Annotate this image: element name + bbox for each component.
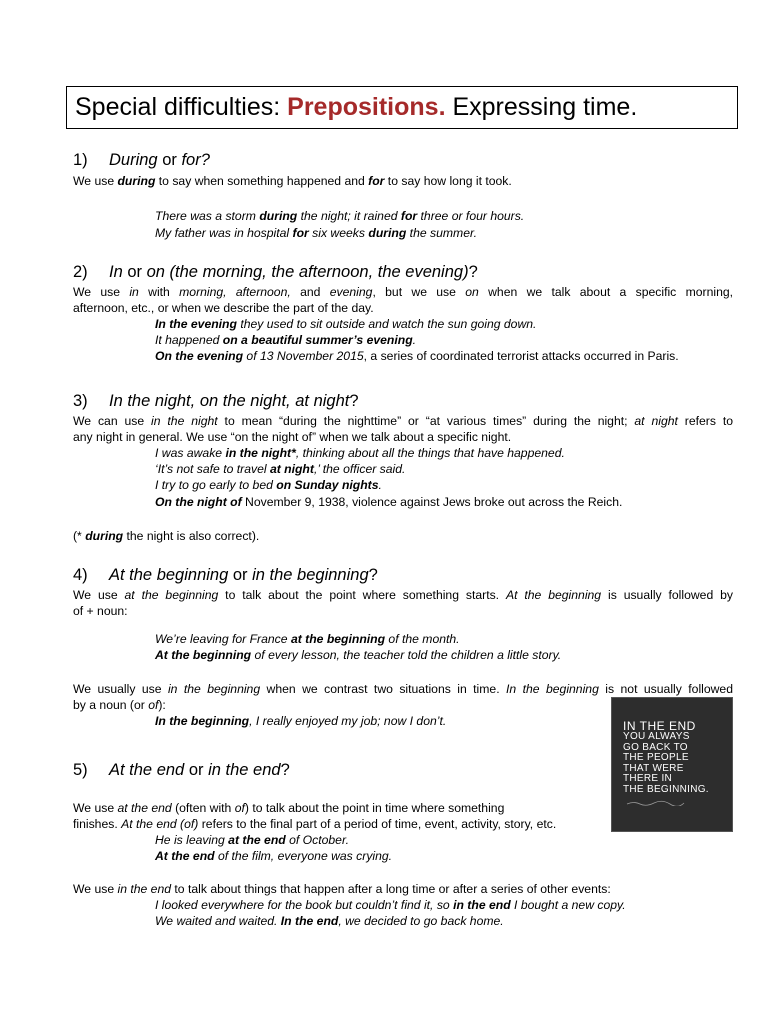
title-prefix: Special difficulties:	[75, 93, 288, 121]
section-3-text-line-2: any night in general. We use “on the night of” when we talk about a specific night.	[73, 430, 512, 444]
section-3-heading: 3) In the night, on the night, at night?	[73, 392, 359, 410]
section-4-text-line-1: We use at the beginning to talk about the point where something starts. At the beginning is usually followed by	[73, 588, 734, 602]
section-3-example-3: I try to go early to bed on Sunday nights.	[155, 478, 382, 492]
quote-poster-image	[611, 697, 733, 832]
section-1-heading: 1) During or for?	[73, 151, 210, 169]
section-2-text-line-2: afternoon, etc., or when we describe the part of the day.	[73, 301, 374, 315]
section-4-example-3: In the beginning, I really enjoyed my job; now I don’t.	[155, 714, 447, 728]
section-1-text: We use during to say when something happened and for to say how long it took.	[73, 174, 512, 188]
title-suffix: Expressing time.	[445, 93, 638, 121]
section-4-heading: 4) At the beginning or in the beginning?	[73, 566, 378, 584]
section-1-example-1: There was a storm during the night; it rained for three or four hours.	[155, 209, 525, 223]
section-4-text-line-2: of + noun:	[73, 604, 128, 618]
section-4-example-1: We’re leaving for France at the beginning of the month.	[155, 632, 460, 646]
poster-line: THAT WERE	[623, 762, 684, 774]
section-3-note: (* during the night is also correct).	[73, 529, 260, 543]
section-4-text-line-3: We usually use in the beginning when we contrast two situations in time. In the beginning is not usually followed	[73, 682, 733, 696]
section-3-text-line-1: We can use in the night to mean “during the nighttime” or “at various times” during the night; at night refers to	[73, 414, 733, 428]
section-5-example-3: I looked everywhere for the book but couldn’t find it, so in the end I bought a new copy.	[155, 898, 626, 912]
poster-headline: IN THE END	[623, 719, 696, 733]
section-5-example-1: He is leaving at the end of October.	[155, 833, 349, 847]
section-2-heading: 2) In or on (the morning, the afternoon, the evening)?	[73, 263, 478, 281]
section-2-example-3: On the evening of 13 November 2015, a series of coordinated terrorist attacks occurred in Paris.	[155, 349, 679, 363]
section-4-example-2: At the beginning of every lesson, the teacher told the children a little story.	[155, 648, 562, 662]
section-5-example-4: We waited and waited. In the end, we decided to go back home.	[155, 914, 504, 928]
section-3-example-4: On the night of November 9, 1938, violence against Jews broke out across the Reich.	[155, 495, 623, 509]
section-5-text-line-3: We use in the end to talk about things that happen after a long time or after a series of other events:	[73, 882, 611, 896]
section-3-example-2: ‘It’s not safe to travel at night,’ the officer said.	[155, 462, 406, 476]
section-3-example-1: I was awake in the night*, thinking about all the things that have happened.	[155, 446, 565, 460]
poster-line: GO BACK TO	[623, 741, 688, 753]
poster-line: THE BEGINNING.	[623, 783, 709, 795]
page-title	[66, 86, 738, 129]
poster-line: THERE IN	[623, 773, 673, 784]
section-4-text-line-4: by a noun (or of):	[73, 698, 166, 712]
poster-signature-mark	[626, 800, 686, 806]
poster-line: THE PEOPLE	[623, 752, 689, 763]
section-5-text-line-2: finishes. At the end (of) refers to the final part of a period of time, event, activity, story, etc.	[73, 817, 557, 831]
section-5-example-2: At the end of the film, everyone was crying.	[155, 849, 393, 863]
section-5-heading: 5) At the end or in the end?	[73, 761, 290, 779]
section-2-text-line-1: We use in with morning, afternoon, and evening, but we use on when we talk about a specific morning,	[73, 285, 734, 299]
section-1-example-2: My father was in hospital for six weeks during the summer.	[155, 226, 477, 240]
title-accent: Prepositions.	[287, 93, 446, 121]
section-2-example-2: It happened on a beautiful summer’s evening.	[155, 333, 417, 347]
section-5-text-line-1: We use at the end (often with of) to talk about the point in time where something	[73, 801, 505, 815]
poster-line: YOU ALWAYS	[623, 731, 690, 742]
section-2-example-1: In the evening they used to sit outside and watch the sun going down.	[155, 317, 537, 331]
